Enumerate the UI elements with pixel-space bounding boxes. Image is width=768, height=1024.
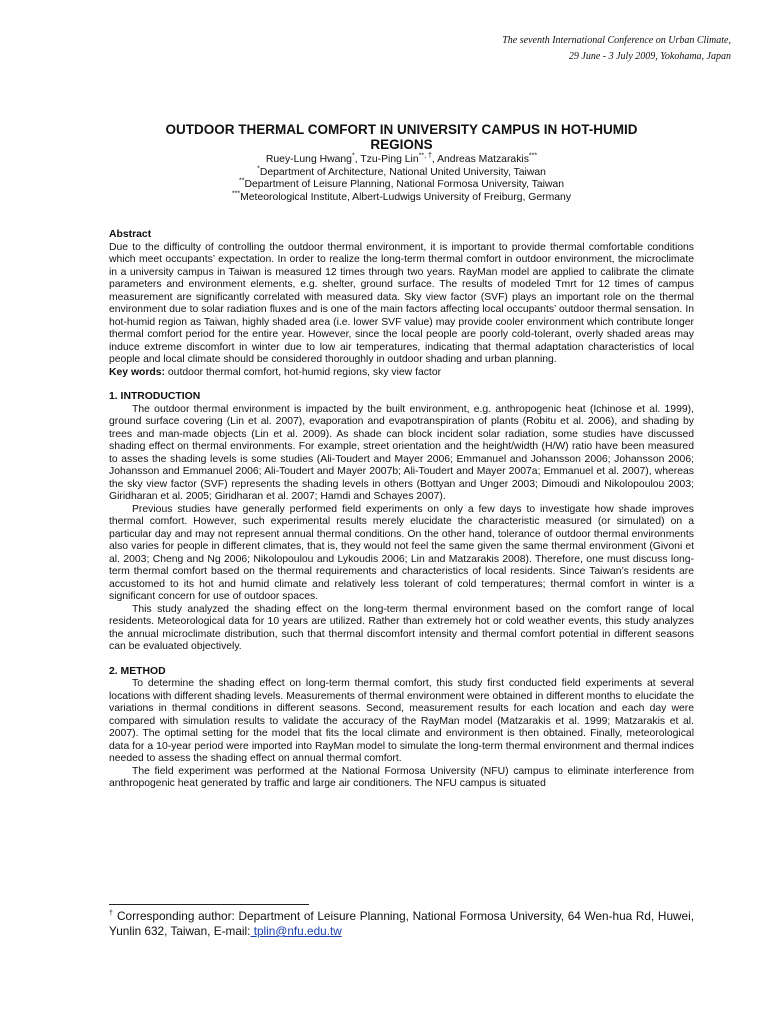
affiliation-text: Department of Leisure Planning, National Formosa University, Taiwan — [244, 179, 565, 190]
author-name: Tzu-Ping Lin — [360, 154, 419, 165]
author-name: Andreas Matzarakis — [437, 154, 529, 165]
conference-name: The seventh International Conference on Urban Climate, — [502, 35, 731, 46]
affiliation-marker: *** — [231, 190, 241, 198]
keywords-label: Key words: — [109, 366, 166, 378]
footnote — [109, 909, 694, 939]
affiliation-text: Department of Architecture, National United University, Taiwan — [259, 166, 546, 178]
author-marker: * — [351, 152, 355, 160]
abstract-text: Due to the difficulty of controlling the outdoor thermal environment, it is important to provide thermal comfortable conditions which meet occupants’ expectation. In order to realize the long-term thermal comfort in outdoor environment, the microclimate in a university campus in Taiwan is measured 12 times through two years. RayMan model are applied to calibrate the climate parameters and environment elements, e.g. shelter, ground surface. The results of modeled Tmrt for 12 times of campus measurement are significantly correlated with measured data. Sky view factor (SVF) plays an important role on the thermal environment due to solar radiation fluxes and is one of the main factors affecting local occupants’ outdoor thermal sensation. In hot-humid region as Taiwan, highly shaded area (i.e. lower SVF value) may provide cooler environment which contribute longer thermal comfort period for the entire year. However, since the local people are poorly cold-tolerant, overly shaded areas may induce extreme discomfort in winter due to low air temperatures, indicating that thermal adaptation characteristics of local people and local climate should be considered thoroughly in outdoor shading and urban planning. — [109, 241, 694, 365]
abstract-heading: Abstract — [109, 229, 152, 240]
method-heading: 2. METHOD — [109, 665, 166, 677]
footnote-divider — [109, 904, 309, 905]
method-paragraph-2: The field experiment was performed at the National Formosa University (NFU) campus to eliminate interference from anthropogenic heat generated by traffic and large air conditioners. The NFU campus is situated — [109, 765, 694, 789]
intro-heading: 1. INTRODUCTION — [109, 391, 201, 402]
title-line-2: REGIONS — [370, 137, 433, 152]
footnote-text: Corresponding author: Department of Leisure Planning, National Formosa University, 64 Wen-hua Rd, Huwei, Yunlin 632, Taiwan, E-mail: — [109, 909, 694, 938]
author-marker: *** — [528, 152, 538, 160]
intro-paragraph-2: Previous studies have generally performed field experiments on only a few days to investigate how shade improves thermal comfort. However, such experimental results merely elucidate the characteristic measured (or simulated) on a particular day and may not represent annual thermal conditions. On the other hand, tolerance of outdoor thermal environments also varies for people in different climates, that is, they would not feel the same given the same thermal environment (Givoni et al. 2003; Cheng and Ng 2006; Nikolopoulou and Lykoudis 2006; Lin and Matzarakis 2008). Therefore, one must discuss long-term thermal comfort based on the thermal requirements and characteristics of local residents. Since Taiwan’s residents are accustomed to its hot and humid climate and relatively less tolerant of cold temperatures; thermal comfort in winter is a significant concern for use of outdoor spaces. — [109, 503, 694, 602]
conference-header — [331, 33, 731, 65]
author-name: Ruey-Lung Hwang — [265, 154, 352, 165]
intro-paragraph-3: This study analyzed the shading effect on the long-term thermal environment based on the comfort range of local residents. Meteorological data for 10 years are utilized. Rather than extremely hot or cold weather events, this study analyzes the annual microclimate distribution, such that thermal discomfort intensity and thermal comfort potential in different seasons can be evaluated objectively. — [109, 603, 694, 652]
keywords — [109, 367, 694, 380]
email-link[interactable]: tplin@nfu.edu.tw — [250, 924, 342, 938]
affiliation-3 — [109, 192, 694, 205]
conference-dates: 29 June - 3 July 2009, Yokohama, Japan — [568, 51, 731, 62]
author-list: Ruey-Lung Hwang*, Tzu-Ping Lin**, †, Andreas Matzarakis*** — [265, 152, 538, 165]
author-marker: **, † — [418, 152, 432, 160]
paper-title — [109, 122, 694, 152]
method-paragraph-1: To determine the shading effect on long-term thermal comfort, this study first conducted field experiments at several locations with different shading levels. Measurements of thermal environment were obtained in different months to elucidate the variations in thermal conditions in different seasons. Second, measurement results for each location and each day were compared with simulation results to validate the accuracy of the RayMan model (Matzarakis et al. 1999; Matzarakis et al. 2007). The optimal setting for the model that fits the local climate and environment is then obtained. Finally, meteorological data for a 10-year period were imported into RayMan model to simulate the long-term thermal environment and thermal indices needed to assess the shading effect on annual thermal comfort. — [109, 678, 694, 764]
intro-paragraph-1: The outdoor thermal environment is impacted by the built environment, e.g. anthropogenic heat (Ichinose et al. 1999), ground surface covering (Lin et al. 2007), evaporation and evapotranspiration of plants (Robitu et al. 2006), and shading by trees and man-made objects (Lin et al. 2009). As shade can block incident solar radiation, some studies have discussed shading effect on thermal environments. For example, street orientation and the height/width (H/W) ratio have been measured to asses the shading levels is some studies (Ali-Toudert and Mayer 2006; Emmanuel and Johansson 2006; Johansson 2006; Johansson and Emmanuel 2006; Ali-Toudert and Mayer 2007b; Ali-Toudert and Mayer 2007a; Emmanuel et al. 2007), whereas the sky view factor (SVF) represents the shading levels in others (Bottyan and Unger 2003; Dimoudi and Nikolopoulou 2003; Giridharan et al. 2005; Giridharan et al. 2007; Hamdi and Schayes 2007). — [109, 403, 694, 502]
footnote-marker: † — [109, 910, 114, 918]
affiliation-marker: ** — [238, 177, 245, 185]
affiliation-marker: * — [257, 165, 260, 173]
title-line-1: OUTDOOR THERMAL COMFORT IN UNIVERSITY CAMPUS IN HOT-HUMID — [165, 122, 638, 137]
affiliation-text: Meteorological Institute, Albert-Ludwigs University of Freiburg, Germany — [240, 191, 572, 203]
paper-content — [109, 122, 694, 791]
keywords-text: outdoor thermal comfort, hot-humid regions, sky view factor — [165, 366, 442, 378]
affiliation-2 — [109, 179, 694, 192]
affiliation-1 — [109, 167, 694, 180]
